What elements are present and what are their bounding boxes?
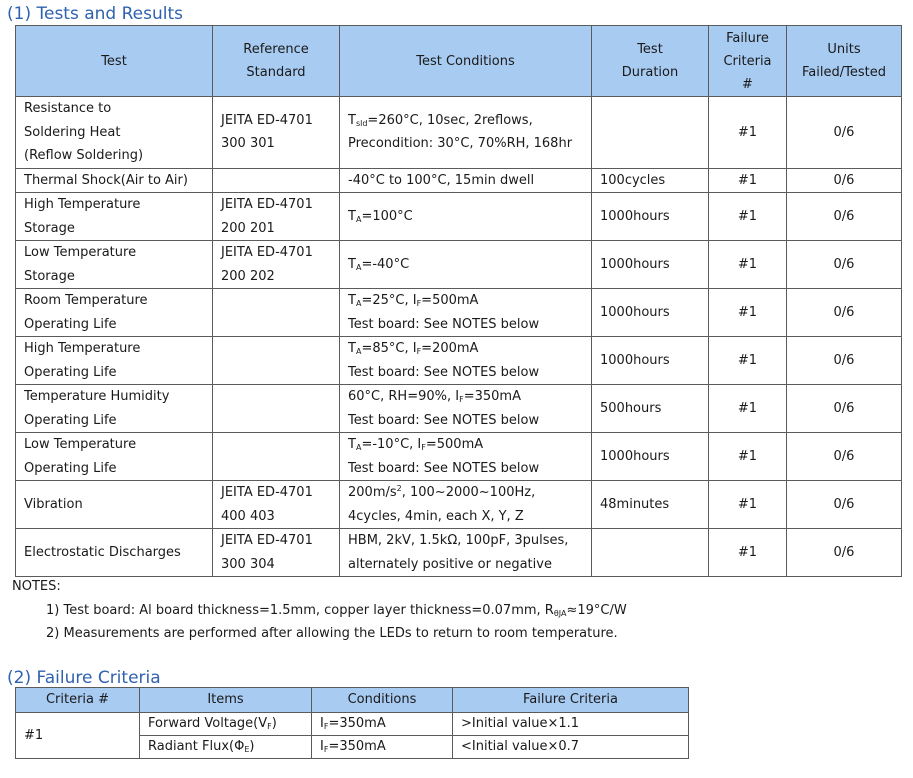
criteria-header-row (16, 688, 689, 713)
notes-block (12, 575, 627, 646)
reference-standard (213, 168, 340, 193)
reference-standard: JEITA ED-4701 200 202 (213, 241, 340, 289)
units-failed-tested: 0/6 (787, 193, 902, 241)
table-row (16, 337, 902, 385)
test-duration: 48minutes (592, 481, 709, 529)
test-name: Resistance to Soldering Heat (Reflow Soldering) (16, 97, 213, 169)
test-conditions: $T_{sld}=260^\circ C$, 10sec, 2reflows, Precondition: 30°C, 70%RH, 168hr (340, 97, 592, 169)
failure-criteria: #1 (709, 289, 787, 337)
units-failed-tested: 0/6 (787, 168, 902, 193)
criteria-item: Forward $Voltage(V_F)$ (140, 713, 312, 736)
reference-standard (213, 289, 340, 337)
units-failed-tested: 0/6 (787, 433, 902, 481)
units-failed-tested: 0/6 (787, 97, 902, 169)
failure-criteria: #1 (709, 385, 787, 433)
table-header-row (16, 26, 902, 97)
notes-title: NOTES: (12, 579, 61, 594)
failure-criteria-table (15, 687, 689, 759)
test-duration: 1000hours (592, 289, 709, 337)
tests-section-title: (1) Tests and Results (7, 4, 183, 24)
test-conditions: $T_A=-10^\circ C$, $I_F=500mA$ Test board: See NOTES below (340, 433, 592, 481)
test-conditions: HBM, 2kV, 1.5kΩ, 100pF, 3pulses, alternately positive or negative (340, 529, 592, 577)
test-conditions: $T_A=25^\circ C$, $I_F=500mA$ Test board: See NOTES below (340, 289, 592, 337)
table-row (16, 433, 902, 481)
header-failure-criteria: Failure Criteria (453, 688, 689, 713)
note-1: 1) Test board: Al board thickness=1.5mm, copper layer thickness=0.07mm, $R_{\theta JA}\approx 19^\circ C/W$ (46, 602, 627, 618)
test-conditions: $T_A=100^\circ C$ (340, 193, 592, 241)
test-conditions: 60°C, RH=90%, $I_F=350mA$ Test board: See NOTES below (340, 385, 592, 433)
test-duration: 1000hours (592, 337, 709, 385)
failure-criteria: #1 (709, 193, 787, 241)
table-row (16, 529, 902, 577)
test-name: Vibration (16, 481, 213, 529)
failure-criteria: #1 (709, 241, 787, 289)
table-row (16, 481, 902, 529)
table-row (16, 713, 689, 736)
test-name: Temperature Humidity Operating Life (16, 385, 213, 433)
header-criteria-number: Criteria # (16, 688, 140, 713)
criteria-failure: <Initial value×0.7 (453, 736, 689, 759)
test-name: Low Temperature Storage (16, 241, 213, 289)
failure-criteria: #1 (709, 168, 787, 193)
test-duration: 1000hours (592, 193, 709, 241)
test-name: Room Temperature Operating Life (16, 289, 213, 337)
tests-results-table (15, 25, 902, 577)
units-failed-tested: 0/6 (787, 337, 902, 385)
note-2: 2) Measurements are performed after allowing the LEDs to return to room temperature. (46, 626, 618, 641)
test-duration: 1000hours (592, 241, 709, 289)
failure-criteria-section-title: (2) Failure Criteria (7, 668, 161, 688)
reference-standard: JEITA ED-4701 300 304 (213, 529, 340, 577)
failure-criteria: #1 (709, 433, 787, 481)
reference-standard: JEITA ED-4701 400 403 (213, 481, 340, 529)
header-reference-standard: Reference Standard (213, 26, 340, 97)
table-row (16, 241, 902, 289)
test-conditions: $T_A=85^\circ C$, $I_F=200mA$ Test board: See NOTES below (340, 337, 592, 385)
test-duration (592, 97, 709, 169)
criteria-condition: $I_F=350mA$ (312, 713, 453, 736)
test-name: Low Temperature Operating Life (16, 433, 213, 481)
units-failed-tested: 0/6 (787, 481, 902, 529)
failure-criteria: #1 (709, 481, 787, 529)
failure-criteria: #1 (709, 337, 787, 385)
table-row (16, 97, 902, 169)
reference-standard (213, 337, 340, 385)
header-test-duration: Test Duration (592, 26, 709, 97)
test-duration: 100cycles (592, 168, 709, 193)
failure-criteria: #1 (709, 529, 787, 577)
table-row (16, 385, 902, 433)
test-conditions: $200m/s^2$, 100~2000~100Hz, 4cycles, 4min, each X, Y, Z (340, 481, 592, 529)
table-row (16, 193, 902, 241)
test-conditions: -40°C to 100°C, 15min dwell (340, 168, 592, 193)
table-row (16, 289, 902, 337)
units-failed-tested: 0/6 (787, 529, 902, 577)
criteria-item: Radiant $Flux(\Phi_E)$ (140, 736, 312, 759)
criteria-number: #1 (16, 713, 140, 759)
reference-standard (213, 433, 340, 481)
units-failed-tested: 0/6 (787, 385, 902, 433)
criteria-failure: >Initial value×1.1 (453, 713, 689, 736)
test-duration (592, 529, 709, 577)
reference-standard (213, 385, 340, 433)
header-failure-criteria: Failure Criteria # (709, 26, 787, 97)
units-failed-tested: 0/6 (787, 241, 902, 289)
reference-standard: JEITA ED-4701 300 301 (213, 97, 340, 169)
test-duration: 1000hours (592, 433, 709, 481)
table-row (16, 168, 902, 193)
header-test: Test (16, 26, 213, 97)
test-name: High Temperature Storage (16, 193, 213, 241)
test-duration: 500hours (592, 385, 709, 433)
reference-standard: JEITA ED-4701 200 201 (213, 193, 340, 241)
failure-criteria: #1 (709, 97, 787, 169)
test-name: Thermal Shock(Air to Air) (16, 168, 213, 193)
header-test-conditions: Test Conditions (340, 26, 592, 97)
header-items: Items (140, 688, 312, 713)
criteria-condition: $I_F=350mA$ (312, 736, 453, 759)
test-conditions: $T_A=-40^\circ C$ (340, 241, 592, 289)
test-name: Electrostatic Discharges (16, 529, 213, 577)
test-name: High Temperature Operating Life (16, 337, 213, 385)
header-units-failed-tested: Units Failed/Tested (787, 26, 902, 97)
units-failed-tested: 0/6 (787, 289, 902, 337)
header-conditions: Conditions (312, 688, 453, 713)
